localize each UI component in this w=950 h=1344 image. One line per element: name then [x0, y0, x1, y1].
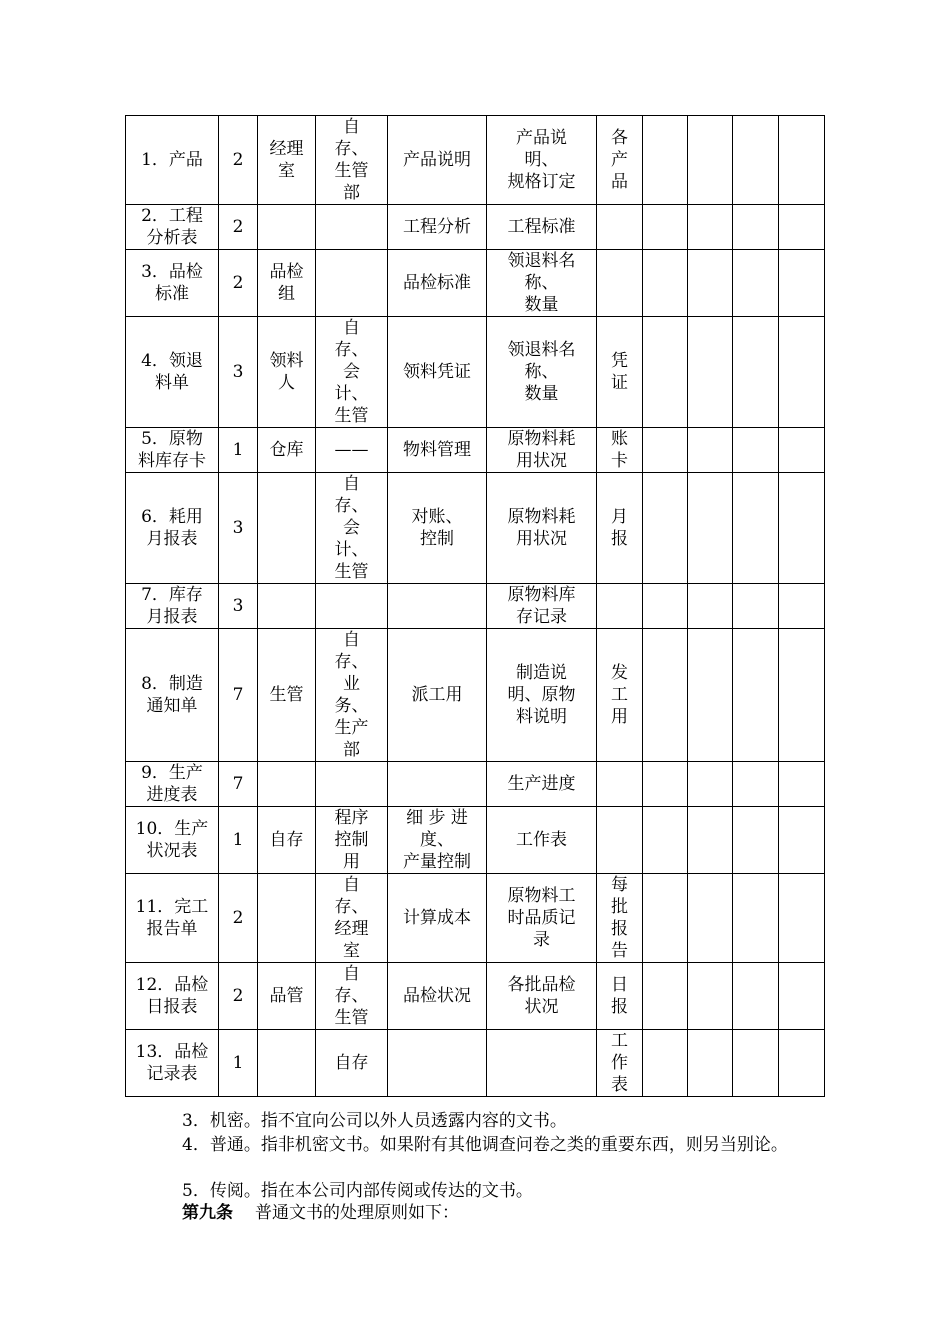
cell-empty — [688, 762, 733, 807]
cell-empty — [733, 874, 779, 963]
paragraph-5: 5．传阅。指在本公司内部传阅或传达的文书。 — [182, 1181, 533, 1201]
cell-empty — [733, 963, 779, 1030]
cell-name: 8．制造 通知单 — [126, 629, 219, 762]
paragraph-3: 3．机密。指不宜向公司以外人员透露内容的文书。 — [182, 1111, 567, 1131]
cell-empty — [688, 629, 733, 762]
cell-empty — [733, 116, 779, 205]
cell-empty — [779, 116, 825, 205]
cell-empty — [733, 205, 779, 250]
cell-note: 每 批 报 告 — [597, 874, 643, 963]
cell-empty — [643, 762, 688, 807]
cell-copies: 3 — [219, 584, 258, 629]
cell-empty — [779, 807, 825, 874]
cell-purpose: 产品说明 — [388, 116, 487, 205]
cell-empty — [688, 963, 733, 1030]
cell-empty — [779, 874, 825, 963]
cell-purpose: 物料管理 — [388, 428, 487, 473]
table-row — [126, 807, 825, 874]
cell-copies: 7 — [219, 629, 258, 762]
cell-storage: 自 存、 会 计、 生管 — [316, 317, 388, 428]
cell-empty — [688, 250, 733, 317]
cell-storage: 自 存、 生管 — [316, 963, 388, 1030]
cell-empty — [779, 250, 825, 317]
cell-name: 12．品检 日报表 — [126, 963, 219, 1030]
cell-empty — [643, 963, 688, 1030]
table-row — [126, 205, 825, 250]
cell-note: 凭 证 — [597, 317, 643, 428]
cell-name: 6．耗用 月报表 — [126, 473, 219, 584]
cell-note — [597, 205, 643, 250]
cell-storage — [316, 762, 388, 807]
cell-empty — [688, 428, 733, 473]
cell-purpose: 细 步 进 度、 产量控制 — [388, 807, 487, 874]
cell-note — [597, 584, 643, 629]
cell-empty — [643, 250, 688, 317]
cell-content: 工程标准 — [487, 205, 597, 250]
cell-name: 4．领退 料单 — [126, 317, 219, 428]
cell-note: 月 报 — [597, 473, 643, 584]
cell-empty — [688, 317, 733, 428]
cell-storage — [316, 584, 388, 629]
cell-purpose: 品检状况 — [388, 963, 487, 1030]
cell-content: 各批品检 状况 — [487, 963, 597, 1030]
cell-content — [487, 1030, 597, 1097]
cell-copies: 1 — [219, 1030, 258, 1097]
article-label: 第九条 — [182, 1203, 233, 1223]
cell-content: 原物料工 时品质记 录 — [487, 874, 597, 963]
cell-dept: 经理 室 — [258, 116, 316, 205]
cell-empty — [779, 584, 825, 629]
cell-content: 领退料名 称、 数量 — [487, 250, 597, 317]
cell-name: 5．原物 料库存卡 — [126, 428, 219, 473]
cell-empty — [733, 807, 779, 874]
cell-note: 工 作 表 — [597, 1030, 643, 1097]
cell-purpose: 对账、 控制 — [388, 473, 487, 584]
cell-name: 10．生产 状况表 — [126, 807, 219, 874]
cell-note — [597, 807, 643, 874]
cell-dept — [258, 205, 316, 250]
cell-empty — [733, 762, 779, 807]
cell-storage — [316, 205, 388, 250]
cell-empty — [643, 428, 688, 473]
cell-empty — [733, 428, 779, 473]
table-row — [126, 584, 825, 629]
cell-dept — [258, 584, 316, 629]
cell-empty — [688, 1030, 733, 1097]
cell-copies: 3 — [219, 473, 258, 584]
cell-empty — [733, 250, 779, 317]
cell-empty — [643, 116, 688, 205]
table-row — [126, 473, 825, 584]
document-table — [125, 115, 825, 1097]
cell-copies: 2 — [219, 205, 258, 250]
cell-storage: 自 存、 会 计、 生管 — [316, 473, 388, 584]
cell-purpose: 工程分析 — [388, 205, 487, 250]
cell-purpose — [388, 762, 487, 807]
cell-name: 1．产品 — [126, 116, 219, 205]
cell-storage: 自存 — [316, 1030, 388, 1097]
cell-purpose: 品检标准 — [388, 250, 487, 317]
cell-storage — [316, 250, 388, 317]
cell-name: 7．库存 月报表 — [126, 584, 219, 629]
cell-dept: 仓库 — [258, 428, 316, 473]
cell-name: 11．完工 报告单 — [126, 874, 219, 963]
cell-content: 产品说 明、 规格订定 — [487, 116, 597, 205]
cell-copies: 1 — [219, 807, 258, 874]
cell-name: 13．品检 记录表 — [126, 1030, 219, 1097]
cell-empty — [733, 584, 779, 629]
cell-storage: 自 存、 生管 部 — [316, 116, 388, 205]
cell-empty — [643, 317, 688, 428]
cell-empty — [643, 874, 688, 963]
cell-dept: 领料 人 — [258, 317, 316, 428]
cell-empty — [733, 1030, 779, 1097]
cell-empty — [733, 317, 779, 428]
cell-storage: 自 存、 业 务、 生产 部 — [316, 629, 388, 762]
cell-empty — [779, 762, 825, 807]
cell-storage: —— — [316, 428, 388, 473]
cell-storage: 自 存、 经理 室 — [316, 874, 388, 963]
table-row — [126, 874, 825, 963]
article-9 — [140, 1202, 820, 1224]
cell-name: 9．生产 进度表 — [126, 762, 219, 807]
cell-empty — [688, 874, 733, 963]
cell-purpose: 领料凭证 — [388, 317, 487, 428]
cell-empty — [779, 205, 825, 250]
table-row — [126, 116, 825, 205]
table-row — [126, 762, 825, 807]
table-row — [126, 963, 825, 1030]
cell-empty — [779, 317, 825, 428]
cell-copies: 2 — [219, 250, 258, 317]
table-row — [126, 428, 825, 473]
cell-dept — [258, 473, 316, 584]
cell-content: 领退料名 称、 数量 — [487, 317, 597, 428]
cell-copies: 1 — [219, 428, 258, 473]
cell-content: 原物料库 存记录 — [487, 584, 597, 629]
cell-empty — [643, 629, 688, 762]
cell-dept — [258, 762, 316, 807]
cell-content: 生产进度 — [487, 762, 597, 807]
table-row — [126, 1030, 825, 1097]
cell-content: 原物料耗 用状况 — [487, 473, 597, 584]
cell-dept — [258, 874, 316, 963]
cell-empty — [688, 116, 733, 205]
cell-empty — [779, 1030, 825, 1097]
cell-empty — [643, 807, 688, 874]
cell-dept: 品管 — [258, 963, 316, 1030]
cell-empty — [688, 584, 733, 629]
cell-empty — [733, 629, 779, 762]
cell-empty — [779, 428, 825, 473]
cell-copies: 2 — [219, 874, 258, 963]
cell-empty — [688, 205, 733, 250]
cell-empty — [688, 807, 733, 874]
cell-note: 各 产 品 — [597, 116, 643, 205]
cell-dept: 自存 — [258, 807, 316, 874]
cell-purpose — [388, 584, 487, 629]
cell-dept: 生管 — [258, 629, 316, 762]
table-row — [126, 629, 825, 762]
cell-note — [597, 762, 643, 807]
cell-note — [597, 250, 643, 317]
cell-dept — [258, 1030, 316, 1097]
cell-empty — [643, 584, 688, 629]
cell-copies: 2 — [219, 116, 258, 205]
paragraph-4-text: 4．普通。指非机密文书。如果附有其他调查问卷之类的重要东西，则另当别论。 — [182, 1135, 788, 1155]
cell-storage: 程序 控制 用 — [316, 807, 388, 874]
cell-note: 日 报 — [597, 963, 643, 1030]
cell-empty — [643, 473, 688, 584]
cell-purpose: 计算成本 — [388, 874, 487, 963]
article-text: 普通文书的处理原则如下： — [255, 1203, 459, 1223]
cell-dept: 品检 组 — [258, 250, 316, 317]
cell-copies: 3 — [219, 317, 258, 428]
cell-empty — [643, 205, 688, 250]
cell-name: 3．品检 标准 — [126, 250, 219, 317]
table-body — [126, 116, 825, 1097]
paragraph-4 — [140, 1134, 820, 1156]
cell-purpose — [388, 1030, 487, 1097]
cell-purpose: 派工用 — [388, 629, 487, 762]
table-row — [126, 317, 825, 428]
cell-content: 工作表 — [487, 807, 597, 874]
cell-empty — [733, 473, 779, 584]
cell-empty — [779, 629, 825, 762]
cell-name: 2．工程 分析表 — [126, 205, 219, 250]
cell-empty — [779, 473, 825, 584]
cell-empty — [779, 963, 825, 1030]
cell-content: 原物料耗 用状况 — [487, 428, 597, 473]
cell-empty — [643, 1030, 688, 1097]
table-row — [126, 250, 825, 317]
cell-note: 发 工 用 — [597, 629, 643, 762]
cell-copies: 2 — [219, 963, 258, 1030]
cell-content: 制造说 明、原物 料说明 — [487, 629, 597, 762]
cell-note: 账 卡 — [597, 428, 643, 473]
cell-empty — [688, 473, 733, 584]
cell-copies: 7 — [219, 762, 258, 807]
